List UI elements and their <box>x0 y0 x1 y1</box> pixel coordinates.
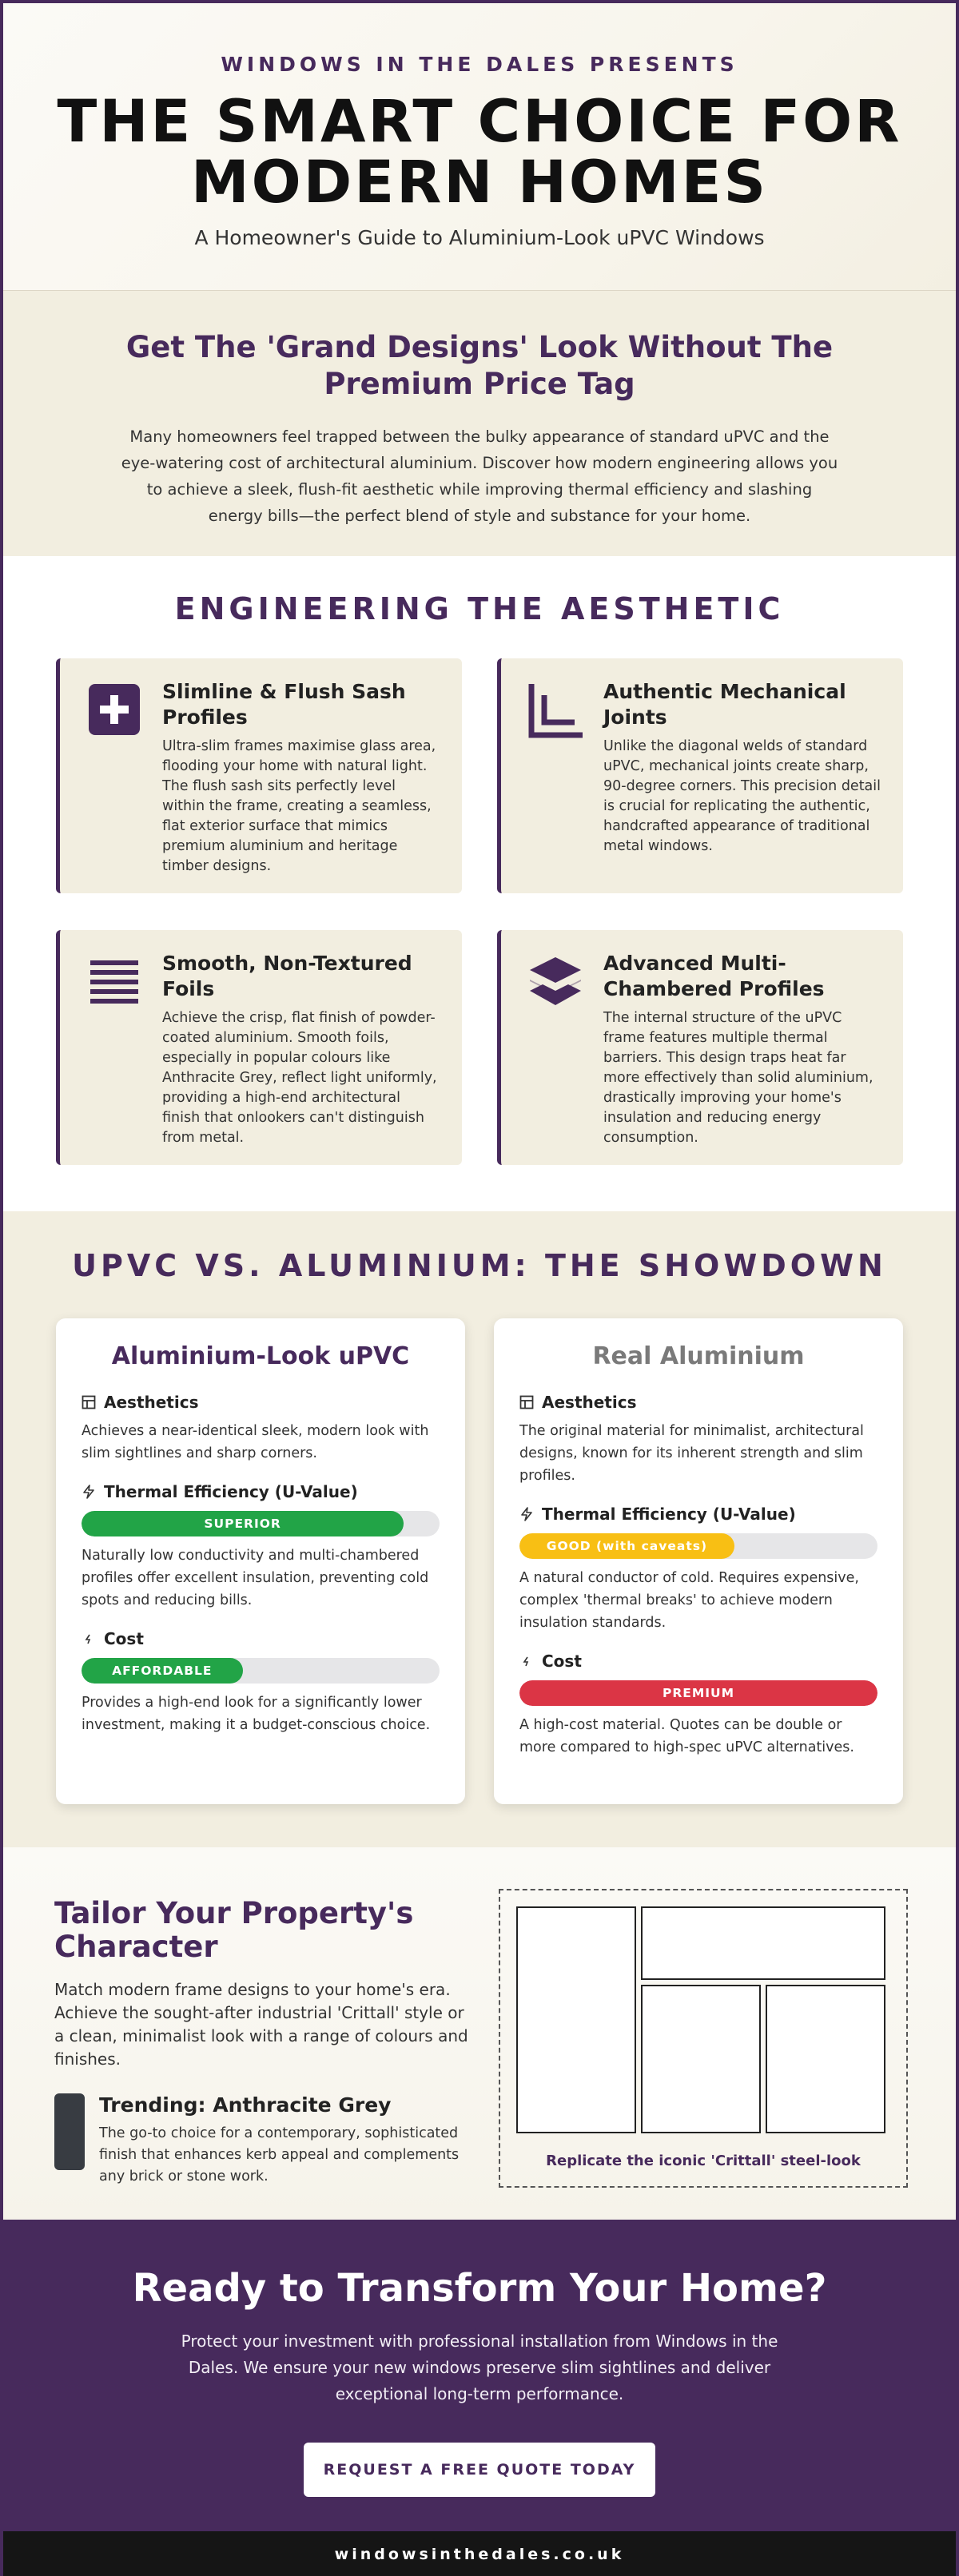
metric-body: A natural conductor of cold. Requires expensive, complex 'thermal breaks' to achieve modern insulation standards. <box>519 1570 859 1631</box>
tailor-text <box>54 1897 470 2188</box>
layout-icon <box>519 1395 534 1409</box>
feature-card-body: Unlike the diagonal welds of standard uPVC, mechanical joints create sharp, 90-degree corners. This precision detail is crucial for replicating the authentic, handcrafted appearance of traditional metal windows. <box>603 738 881 854</box>
upvc-thermal-fill: SUPERIOR <box>82 1511 404 1536</box>
aluminium-aesthetics <box>519 1393 877 1487</box>
aluminium-column <box>494 1318 903 1804</box>
hero-section <box>3 3 956 291</box>
trend-block <box>54 2093 470 2188</box>
trend-body: The go-to choice for a contemporary, sophisticated finish that enhances kerb appeal and complements any brick or stone work. <box>99 2125 460 2184</box>
anthracite-swatch <box>54 2093 85 2170</box>
cta-body: Protect your investment with professional installation from Windows in the Dales. We ensure your new windows preserve slim sightlines and deliver exceptional long-term performance. <box>181 2332 778 2403</box>
upvc-thermal-bar <box>82 1511 440 1536</box>
aluminium-thermal <box>519 1505 877 1634</box>
layers-icon <box>527 952 584 1010</box>
window-pane <box>516 1906 636 2133</box>
metric-body: Achieves a near-identical sleek, modern look with slim sightlines and sharp corners. <box>82 1423 429 1461</box>
tailor-section <box>3 1847 956 2220</box>
hero-title-line1: THE SMART CHOICE FOR <box>57 88 902 156</box>
lines-icon <box>86 952 143 1010</box>
feature-card-title: Authentic Mechanical Joints <box>603 680 846 729</box>
aluminium-heading: Real Aluminium <box>592 1342 805 1370</box>
metric-label <box>82 1629 440 1648</box>
intro-body: Many homeowners feel trapped between the bulky appearance of standard uPVC and the eye-watering cost of architectural aluminium. Discover how modern engineering allows you to achieve a sleek, flush-fit aesthetic while improving thermal efficiency and slashing energy bills—the perfect blend of style and substance for your home. <box>121 427 838 525</box>
bolt-icon <box>82 1485 96 1499</box>
aluminium-thermal-fill: GOOD (with caveats) <box>519 1533 734 1559</box>
metric-label <box>519 1393 877 1412</box>
cta-heading: Ready to Transform Your Home? <box>132 2266 827 2311</box>
metric-body: The original material for minimalist, architectural designs, known for its inherent strength and slim profiles. <box>519 1423 864 1484</box>
metric-label-text: Aesthetics <box>542 1393 637 1412</box>
features-section <box>3 556 956 1211</box>
showdown-columns <box>56 1318 903 1806</box>
hero-pre-title: WINDOWS IN THE DALES PRESENTS <box>221 53 738 76</box>
intro-section <box>3 291 956 556</box>
aluminium-cost-bar <box>519 1680 877 1706</box>
showdown-title: UPVC VS. ALUMINIUM: THE SHOWDOWN <box>72 1248 887 1283</box>
feature-card-body: Ultra-slim frames maximise glass area, flooding your home with natural light. The flush sash sits perfectly level within the frame, creating a seamless, flat exterior surface that mimics premium aluminium and heritage timber designs. <box>162 738 436 874</box>
showdown-section <box>3 1211 956 1847</box>
trend-title: Trending: Anthracite Grey <box>99 2093 392 2117</box>
upvc-cost-fill: AFFORDABLE <box>82 1658 243 1684</box>
spark-icon <box>82 1632 96 1646</box>
metric-label <box>82 1482 440 1501</box>
feature-card-title: Smooth, Non-Textured Foils <box>162 952 412 1000</box>
tailor-lead: Match modern frame designs to your home's era. Achieve the sought-after industrial 'Crittall' style or a clean, minimalist look with a range of colours and finishes. <box>54 1980 468 2069</box>
feature-card-body: Achieve the crisp, flat finish of powder-coated aluminium. Smooth foils, especially in popular colours like Anthracite Grey, reflect light uniformly, providing a high-end architectural finish that onlookers can't distinguish from metal. <box>162 1010 437 1146</box>
plus-square-icon <box>86 681 143 738</box>
upvc-cost-bar <box>82 1658 440 1684</box>
intro-heading: Get The 'Grand Designs' Look Without The Premium Price Tag <box>125 330 834 401</box>
metric-label-text: Cost <box>104 1629 144 1648</box>
metric-label-text: Thermal Efficiency (U-Value) <box>104 1482 358 1501</box>
spark-icon <box>519 1654 534 1668</box>
illustration-caption: Replicate the iconic 'Crittall' steel-look <box>546 2153 861 2169</box>
upvc-cost <box>82 1629 440 1736</box>
aluminium-thermal-bar <box>519 1533 877 1559</box>
window-pane <box>641 1985 761 2133</box>
aluminium-cost-fill: PREMIUM <box>519 1680 877 1706</box>
upvc-column <box>56 1318 465 1804</box>
feature-card-slimline <box>56 658 462 893</box>
hero-title <box>3 88 956 217</box>
cta-section <box>3 2220 956 2531</box>
metric-label <box>519 1505 877 1524</box>
metric-label-text: Aesthetics <box>104 1393 199 1412</box>
window-diagram <box>516 1906 892 2140</box>
metric-body: A high-cost material. Quotes can be double or more compared to high-spec uPVC alternatives. <box>519 1717 854 1755</box>
feature-card-joints <box>497 658 903 893</box>
feature-card-title: Slimline & Flush Sash Profiles <box>162 680 406 729</box>
feature-card-body: The internal structure of the uPVC frame features multiple thermal barriers. This design traps heat far more effectively than solid aluminium, drastically improving your home's insulation and reducing energy consumption. <box>603 1010 873 1146</box>
features-grid <box>56 658 903 1170</box>
layout-icon <box>82 1395 96 1409</box>
hero-title-line2: MODERN HOMES <box>190 149 769 217</box>
metric-label <box>82 1393 440 1412</box>
tailor-heading: Tailor Your Property's Character <box>54 1896 414 1964</box>
features-title: ENGINEERING THE AESTHETIC <box>174 591 785 626</box>
aluminium-cost <box>519 1652 877 1759</box>
window-pane <box>641 1906 885 1980</box>
hero-subtitle: A Homeowner's Guide to Aluminium-Look uPVC Windows <box>194 226 765 249</box>
corner-joint-icon <box>527 681 584 738</box>
upvc-heading: Aluminium-Look uPVC <box>111 1342 410 1370</box>
footer-url[interactable]: windowsinthedales.co.uk <box>334 2546 625 2563</box>
feature-card-title: Advanced Multi-Chambered Profiles <box>603 952 825 1000</box>
metric-label-text: Thermal Efficiency (U-Value) <box>542 1505 796 1524</box>
bolt-icon <box>519 1507 534 1521</box>
metric-label-text: Cost <box>542 1652 582 1671</box>
feature-card-foils <box>56 930 462 1165</box>
feature-card-chambered <box>497 930 903 1165</box>
request-quote-button[interactable]: REQUEST A FREE QUOTE TODAY <box>304 2443 655 2497</box>
metric-body: Naturally low conductivity and multi-chambered profiles offer excellent insulation, preventing cold spots and reducing bills. <box>82 1548 429 1608</box>
crittall-illustration <box>499 1889 908 2188</box>
metric-label <box>519 1652 877 1671</box>
window-pane <box>766 1985 885 2133</box>
upvc-aesthetics <box>82 1393 440 1465</box>
upvc-thermal <box>82 1482 440 1612</box>
metric-body: Provides a high-end look for a significantly lower investment, making it a budget-conscious choice. <box>82 1695 431 1733</box>
footer <box>3 2531 956 2576</box>
